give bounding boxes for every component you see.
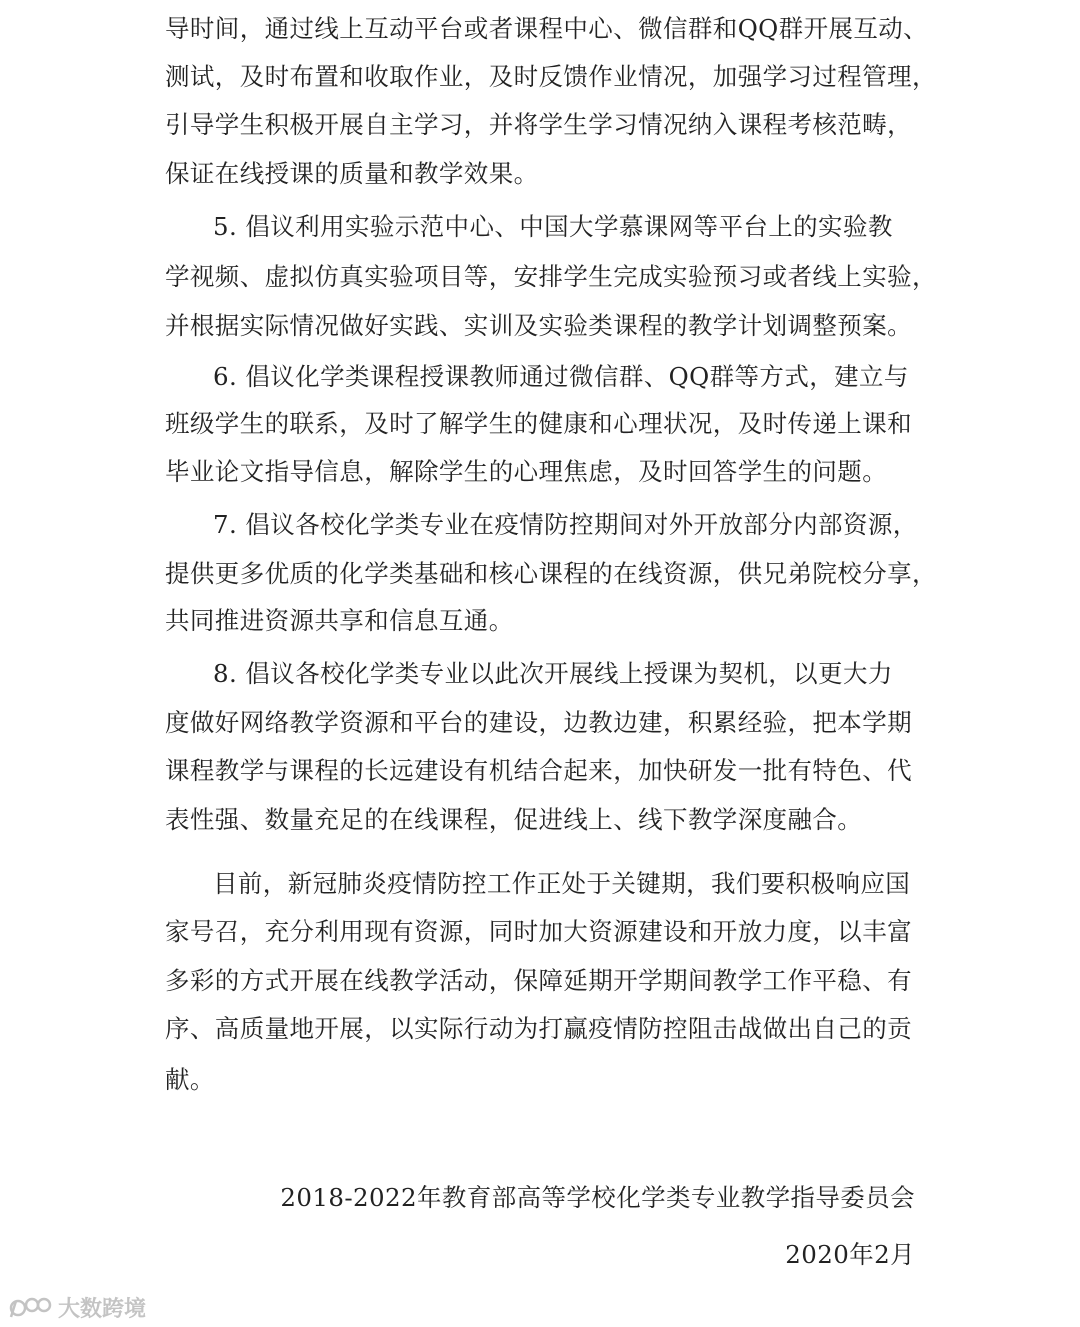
closing-line: 献。: [165, 1065, 215, 1094]
item-7-line: 共同推进资源共享和信息互通。: [165, 606, 514, 635]
item-7-line: 提供更多优质的化学类基础和核心课程的在线资源，供兄弟院校分享，: [165, 559, 937, 588]
closing-line: 序、高质量地开展，以实际行动为打赢疫情防控阻击战做出自己的贡: [165, 1014, 912, 1043]
watermark: [8, 1290, 146, 1324]
item-5-line: 并根据实际情况做好实践、实训及实验类课程的教学计划调整预案。: [165, 311, 912, 340]
item-6-line: 6. 倡议化学类课程授课教师通过微信群、QQ群等方式，建立与: [213, 362, 909, 391]
paragraph-line: 导时间，通过线上互动平台或者课程中心、微信群和QQ群开展互动、: [165, 14, 929, 43]
item-6-line: 班级学生的联系，及时了解学生的健康和心理状况，及时传递上课和: [165, 409, 912, 438]
dashujiajing-logo-icon: [8, 1293, 52, 1321]
item-6-line: 毕业论文指导信息，解除学生的心理焦虑，及时回答学生的问题。: [165, 457, 888, 486]
item-8-line: 度做好网络教学资源和平台的建设，边教边建，积累经验，把本学期: [165, 708, 912, 737]
closing-line: 多彩的方式开展在线教学活动，保障延期开学期间教学工作平稳、有: [165, 966, 912, 995]
item-8-line: 8. 倡议各校化学类专业以此次开展线上授课为契机，以更大力: [213, 659, 893, 688]
paragraph-line: 保证在线授课的质量和教学效果。: [165, 159, 539, 188]
item-5-line: 5. 倡议利用实验示范中心、中国大学慕课网等平台上的实验教: [213, 212, 893, 241]
item-8-line: 课程教学与课程的长远建设有机结合起来，加快研发一批有特色、代: [165, 756, 912, 785]
item-5-line: 学视频、虚拟仿真实验项目等，安排学生完成实验预习或者线上实验，: [165, 262, 937, 291]
paragraph-line: 测试，及时布置和收取作业，及时反馈作业情况，加强学习过程管理，: [165, 62, 937, 91]
signature: 2018-2022年教育部高等学校化学类专业教学指导委员会: [280, 1183, 915, 1212]
item-7-line: 7. 倡议各校化学类专业在疫情防控期间对外开放部分内部资源，: [213, 510, 918, 539]
closing-line: 家号召，充分利用现有资源，同时加大资源建设和开放力度，以丰富: [165, 917, 912, 946]
date: 2020年2月: [785, 1240, 915, 1269]
watermark-text: 大数跨境: [58, 1296, 147, 1322]
item-8-line: 表性强、数量充足的在线课程，促进线上、线下教学深度融合。: [165, 805, 863, 834]
paragraph-line: 引导学生积极开展自主学习，并将学生学习情况纳入课程考核范畴，: [165, 110, 912, 139]
closing-line: 目前，新冠肺炎疫情防控工作正处于关键期，我们要积极响应国: [213, 869, 911, 898]
